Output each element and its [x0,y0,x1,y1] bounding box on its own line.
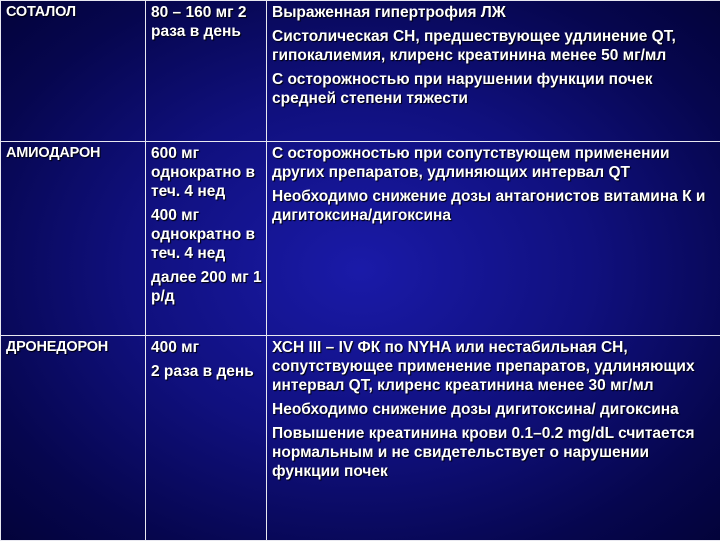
table-row [1,142,720,336]
dose-cell [146,142,267,336]
dose-line: 80 – 160 мг 2 раза в день [151,3,262,41]
dose-line: 400 мг однократно в теч. 4 нед [151,206,262,263]
notes-cell [267,1,720,142]
dose-cell [146,336,267,541]
note-line: Необходимо снижение дозы антагонистов витамина К и дигитоксина/дигоксина [272,187,716,225]
note-line: Повышение креатинина крови 0.1–0.2 mg/dL считается нормальным и не свидетельствует о нарушении функции почек [272,424,716,481]
drug-name-cell [1,336,146,541]
dose-line: 600 мг однократно в теч. 4 нед [151,144,262,201]
note-line: С осторожностью при нарушении функции почек средней степени тяжести [272,70,716,108]
note-line: Систолическая СН, предшествующее удлинение QT, гипокалиемия, клиренс креатинина менее 50 мг/мл [272,27,716,65]
dose-line: 2 раза в день [151,362,262,381]
note-line: Выраженная гипертрофия ЛЖ [272,3,716,22]
notes-cell [267,142,720,336]
note-line: Необходимо снижение дозы дигитоксина/ дигоксина [272,400,716,419]
table-row [1,336,720,541]
notes-cell [267,336,720,541]
drug-name-cell [1,142,146,336]
drug-name: АМИОДАРОН [6,144,141,163]
note-line: С осторожностью при сопутствующем применении других препаратов, удлиняющих интервал QT [272,144,716,182]
drug-name: СОТАЛОЛ [6,3,141,22]
drug-name: ДРОНЕДОРОН [6,338,141,357]
dose-cell [146,1,267,142]
note-line: ХСН III – IV ФК по NYHA или нестабильная СН, сопутствующее применение препаратов, удлиняющих интервал QT, клиренс креатинина менее 30 мг/мл [272,338,716,395]
table-row [1,1,720,142]
drug-name-cell [1,1,146,142]
dose-line: далее 200 мг 1 р/д [151,268,262,306]
dose-line: 400 мг [151,338,262,357]
